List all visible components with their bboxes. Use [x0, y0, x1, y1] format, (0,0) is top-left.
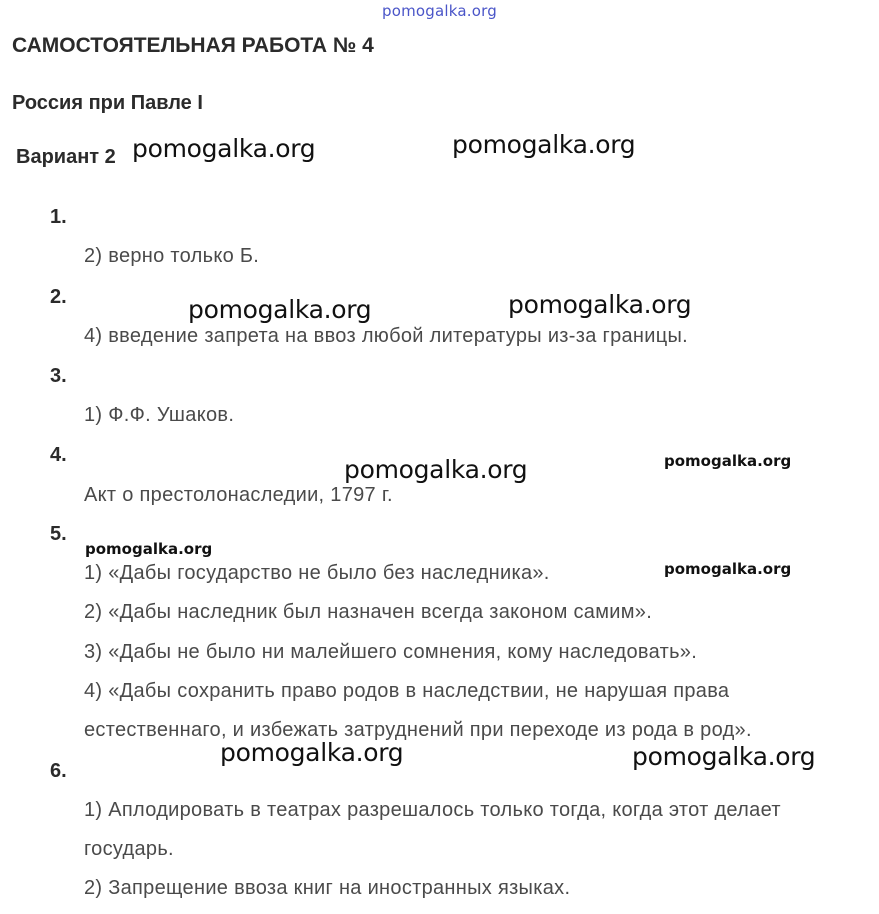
answer-3-line-1: 1) Ф.Ф. Ушаков. [84, 404, 235, 426]
answer-5-line-5: естественнаго, и избежать затруднений при переходе из рода в род». [84, 719, 752, 741]
site-header-watermark: pomogalka.org [382, 2, 497, 20]
answer-4-line-1: Акт о престолонаследии, 1797 г. [84, 484, 393, 506]
page-title: САМОСТОЯТЕЛЬНАЯ РАБОТА № 4 [12, 34, 374, 57]
answer-5-line-3: 3) «Дабы не было ни малейшего сомнения, кому наследовать». [84, 641, 698, 663]
question-number-5: 5. [50, 523, 67, 545]
watermark: pomogalka.org [188, 295, 372, 324]
watermark: pomogalka.org [664, 560, 792, 578]
question-number-2: 2. [50, 286, 67, 308]
variant-label: Вариант 2 [16, 146, 116, 168]
watermark: pomogalka.org [220, 738, 404, 767]
question-number-3: 3. [50, 365, 67, 387]
answer-5-line-1: 1) «Дабы государство не было без наследника». [84, 562, 550, 584]
watermark: pomogalka.org [344, 455, 528, 484]
question-number-1: 1. [50, 206, 67, 228]
watermark: pomogalka.org [664, 452, 792, 470]
answer-6-line-1: 1) Аплодировать в театрах разрешалось только тогда, когда этот делает [84, 799, 781, 821]
watermark: pomogalka.org [508, 290, 692, 319]
watermark: pomogalka.org [452, 130, 636, 159]
question-number-4: 4. [50, 444, 67, 466]
answer-6-line-2: государь. [84, 838, 174, 860]
watermark: pomogalka.org [632, 742, 816, 771]
watermark: pomogalka.org [132, 134, 316, 163]
answer-2-line-1: 4) введение запрета на ввоз любой литературы из-за границы. [84, 325, 689, 347]
answer-5-line-2: 2) «Дабы наследник был назначен всегда законом самим». [84, 601, 653, 623]
answer-1-line-1: 2) верно только Б. [84, 245, 260, 267]
question-number-6: 6. [50, 760, 67, 782]
page-subtitle: Россия при Павле I [12, 92, 203, 114]
answer-6-line-3: 2) Запрещение ввоза книг на иностранных языках. [84, 877, 571, 899]
watermark: pomogalka.org [85, 540, 213, 558]
answer-5-line-4: 4) «Дабы сохранить право родов в наследствии, не нарушая права [84, 680, 730, 702]
